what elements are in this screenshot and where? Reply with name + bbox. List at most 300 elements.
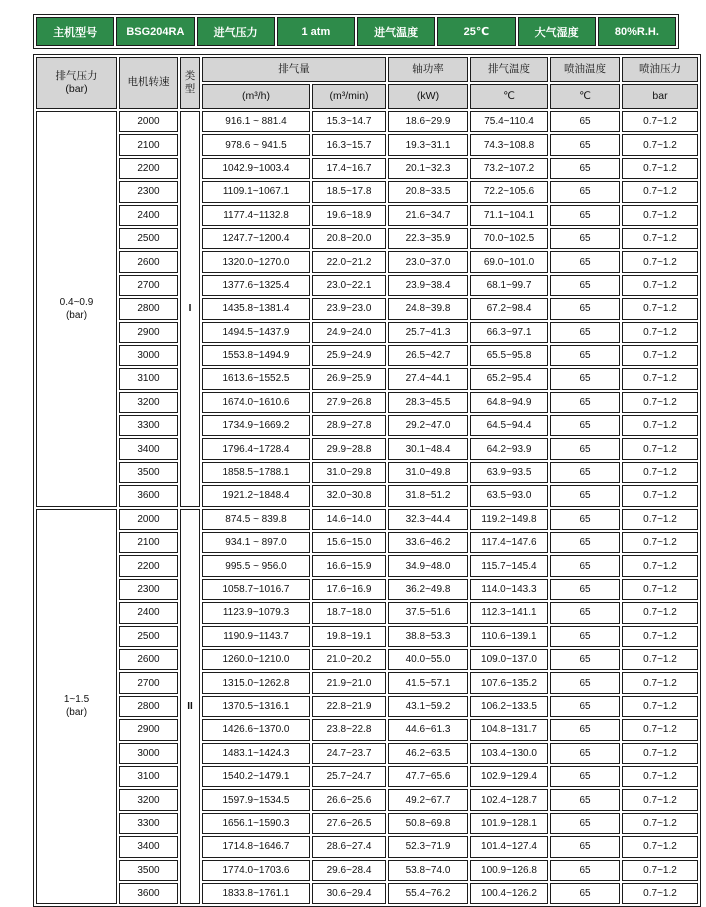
discharge-temp-cell: 110.6~139.1	[470, 626, 548, 647]
motor-speed-cell: 2700	[119, 275, 178, 296]
oil-temp-cell: 65	[550, 509, 620, 530]
discharge-temp-cell: 63.9~93.5	[470, 462, 548, 483]
motor-speed-cell: 3300	[119, 415, 178, 436]
motor-speed-cell: 2100	[119, 532, 178, 553]
shaft-power-cell: 31.8~51.2	[388, 485, 468, 506]
shaft-power-cell: 29.2~47.0	[388, 415, 468, 436]
capacity-m3h-cell: 1260.0~1210.0	[202, 649, 310, 670]
discharge-temp-cell: 65.5~95.8	[470, 345, 548, 366]
shaft-power-cell: 50.8~69.8	[388, 813, 468, 834]
motor-speed-cell: 3600	[119, 485, 178, 506]
capacity-m3h-cell: 1921.2~1848.4	[202, 485, 310, 506]
motor-speed-cell: 3100	[119, 766, 178, 787]
oil-temp-cell: 65	[550, 485, 620, 506]
unit-shaft-power-kw: (kW)	[388, 84, 468, 109]
type-cell: II	[180, 509, 200, 905]
capacity-m3h-cell: 1714.8~1646.7	[202, 836, 310, 857]
col-header-capacity: 排气量	[202, 57, 386, 82]
discharge-temp-cell: 63.5~93.0	[470, 485, 548, 506]
discharge-temp-cell: 71.1~104.1	[470, 205, 548, 226]
motor-speed-cell: 2700	[119, 672, 178, 693]
capacity-m3min-cell: 32.0~30.8	[312, 485, 386, 506]
oil-temp-cell: 65	[550, 555, 620, 576]
table-row	[36, 415, 698, 436]
shaft-power-cell: 19.3~31.1	[388, 134, 468, 155]
shaft-power-cell: 43.1~59.2	[388, 696, 468, 717]
discharge-temp-cell: 102.9~129.4	[470, 766, 548, 787]
shaft-power-cell: 41.5~57.1	[388, 672, 468, 693]
capacity-m3min-cell: 21.0~20.2	[312, 649, 386, 670]
motor-speed-cell: 2200	[119, 555, 178, 576]
col-header-discharge-temp: 排气温度	[470, 57, 548, 82]
oil-pressure-cell: 0.7~1.2	[622, 602, 698, 623]
capacity-m3h-cell: 1858.5~1788.1	[202, 462, 310, 483]
motor-speed-cell: 3100	[119, 368, 178, 389]
capacity-m3min-cell: 25.7~24.7	[312, 766, 386, 787]
oil-temp-cell: 65	[550, 462, 620, 483]
oil-pressure-cell: 0.7~1.2	[622, 251, 698, 272]
discharge-temp-cell: 101.4~127.4	[470, 836, 548, 857]
oil-temp-cell: 65	[550, 813, 620, 834]
capacity-m3min-cell: 23.9~23.0	[312, 298, 386, 319]
oil-temp-cell: 65	[550, 602, 620, 623]
oil-pressure-cell: 0.7~1.2	[622, 555, 698, 576]
shaft-power-cell: 55.4~76.2	[388, 883, 468, 904]
capacity-m3h-cell: 1553.8~1494.9	[202, 345, 310, 366]
performance-table	[33, 54, 701, 907]
table-row	[36, 579, 698, 600]
capacity-m3h-cell: 1058.7~1016.7	[202, 579, 310, 600]
oil-temp-cell: 65	[550, 345, 620, 366]
oil-pressure-cell: 0.7~1.2	[622, 392, 698, 413]
oil-pressure-cell: 0.7~1.2	[622, 298, 698, 319]
motor-speed-cell: 3000	[119, 743, 178, 764]
table-row	[36, 275, 698, 296]
oil-temp-cell: 65	[550, 766, 620, 787]
oil-pressure-cell: 0.7~1.2	[622, 368, 698, 389]
motor-speed-cell: 3000	[119, 345, 178, 366]
intake-pressure-value: 1 atm	[277, 17, 355, 46]
capacity-m3min-cell: 15.3~14.7	[312, 111, 386, 132]
capacity-m3min-cell: 30.6~29.4	[312, 883, 386, 904]
performance-table-body	[36, 111, 698, 904]
oil-pressure-cell: 0.7~1.2	[622, 415, 698, 436]
capacity-m3h-cell: 995.5 ~ 956.0	[202, 555, 310, 576]
table-row	[36, 766, 698, 787]
oil-pressure-cell: 0.7~1.2	[622, 532, 698, 553]
capacity-m3min-cell: 22.0~21.2	[312, 251, 386, 272]
oil-pressure-cell: 0.7~1.2	[622, 462, 698, 483]
oil-temp-cell: 65	[550, 228, 620, 249]
capacity-m3min-cell: 23.0~22.1	[312, 275, 386, 296]
oil-pressure-cell: 0.7~1.2	[622, 205, 698, 226]
oil-temp-cell: 65	[550, 111, 620, 132]
table-row	[36, 555, 698, 576]
humidity-value: 80%R.H.	[598, 17, 676, 46]
motor-speed-cell: 2000	[119, 509, 178, 530]
oil-pressure-cell: 0.7~1.2	[622, 883, 698, 904]
capacity-m3min-cell: 24.7~23.7	[312, 743, 386, 764]
table-row	[36, 345, 698, 366]
discharge-temp-cell: 72.2~105.6	[470, 181, 548, 202]
table-row	[36, 462, 698, 483]
shaft-power-cell: 53.8~74.0	[388, 860, 468, 881]
capacity-m3h-cell: 1315.0~1262.8	[202, 672, 310, 693]
discharge-temp-cell: 100.4~126.2	[470, 883, 548, 904]
capacity-m3min-cell: 23.8~22.8	[312, 719, 386, 740]
unit-capacity-m3h: (m³/h)	[202, 84, 310, 109]
capacity-m3h-cell: 1435.8~1381.4	[202, 298, 310, 319]
oil-pressure-cell: 0.7~1.2	[622, 860, 698, 881]
motor-speed-cell: 3300	[119, 813, 178, 834]
capacity-m3min-cell: 26.9~25.9	[312, 368, 386, 389]
oil-pressure-cell: 0.7~1.2	[622, 836, 698, 857]
capacity-m3min-cell: 28.6~27.4	[312, 836, 386, 857]
capacity-m3h-cell: 874.5 ~ 839.8	[202, 509, 310, 530]
discharge-temp-cell: 104.8~131.7	[470, 719, 548, 740]
unit-oil-temp-c: ℃	[550, 84, 620, 109]
oil-temp-cell: 65	[550, 719, 620, 740]
capacity-m3min-cell: 20.8~20.0	[312, 228, 386, 249]
capacity-m3min-cell: 19.6~18.9	[312, 205, 386, 226]
oil-temp-cell: 65	[550, 298, 620, 319]
shaft-power-cell: 37.5~51.6	[388, 602, 468, 623]
oil-pressure-cell: 0.7~1.2	[622, 181, 698, 202]
shaft-power-cell: 20.1~32.3	[388, 158, 468, 179]
oil-temp-cell: 65	[550, 322, 620, 343]
capacity-m3h-cell: 1494.5~1437.9	[202, 322, 310, 343]
type-title: 类型	[184, 70, 196, 95]
capacity-m3min-cell: 21.9~21.0	[312, 672, 386, 693]
oil-pressure-cell: 0.7~1.2	[622, 719, 698, 740]
shaft-power-cell: 21.6~34.7	[388, 205, 468, 226]
capacity-m3h-cell: 1613.6~1552.5	[202, 368, 310, 389]
shaft-power-cell: 46.2~63.5	[388, 743, 468, 764]
shaft-power-cell: 49.2~67.7	[388, 789, 468, 810]
discharge-temp-cell: 117.4~147.6	[470, 532, 548, 553]
header-row-1	[36, 57, 698, 82]
table-row	[36, 438, 698, 459]
motor-speed-cell: 2300	[119, 181, 178, 202]
capacity-m3min-cell: 28.9~27.8	[312, 415, 386, 436]
motor-speed-cell: 2100	[119, 134, 178, 155]
motor-speed-cell: 2800	[119, 298, 178, 319]
discharge-temp-cell: 101.9~128.1	[470, 813, 548, 834]
oil-pressure-cell: 0.7~1.2	[622, 743, 698, 764]
capacity-m3min-cell: 18.5~17.8	[312, 181, 386, 202]
capacity-m3min-cell: 17.6~16.9	[312, 579, 386, 600]
capacity-m3h-cell: 1796.4~1728.4	[202, 438, 310, 459]
capacity-m3h-cell: 916.1 ~ 881.4	[202, 111, 310, 132]
col-header-oil-pressure: 喷油压力	[622, 57, 698, 82]
oil-pressure-cell: 0.7~1.2	[622, 766, 698, 787]
table-row	[36, 696, 698, 717]
intake-pressure-label: 进气压力	[197, 17, 275, 46]
capacity-m3h-cell: 1370.5~1316.1	[202, 696, 310, 717]
type-cell: I	[180, 111, 200, 507]
col-header-oil-temp: 喷油温度	[550, 57, 620, 82]
discharge-temp-cell: 68.1~99.7	[470, 275, 548, 296]
capacity-m3min-cell: 26.6~25.6	[312, 789, 386, 810]
oil-temp-cell: 65	[550, 696, 620, 717]
motor-speed-cell: 2500	[119, 626, 178, 647]
discharge-temp-cell: 69.0~101.0	[470, 251, 548, 272]
discharge-temp-cell: 115.7~145.4	[470, 555, 548, 576]
oil-temp-cell: 65	[550, 158, 620, 179]
oil-pressure-cell: 0.7~1.2	[622, 672, 698, 693]
shaft-power-cell: 30.1~48.4	[388, 438, 468, 459]
motor-speed-cell: 2400	[119, 205, 178, 226]
oil-temp-cell: 65	[550, 626, 620, 647]
col-header-type	[180, 57, 200, 109]
capacity-m3min-cell: 24.9~24.0	[312, 322, 386, 343]
shaft-power-cell: 18.6~29.9	[388, 111, 468, 132]
discharge-temp-cell: 100.9~126.8	[470, 860, 548, 881]
capacity-m3min-cell: 16.6~15.9	[312, 555, 386, 576]
oil-temp-cell: 65	[550, 579, 620, 600]
oil-temp-cell: 65	[550, 415, 620, 436]
motor-speed-cell: 2400	[119, 602, 178, 623]
table-row	[36, 672, 698, 693]
shaft-power-cell: 20.8~33.5	[388, 181, 468, 202]
oil-temp-cell: 65	[550, 743, 620, 764]
table-row	[36, 298, 698, 319]
motor-speed-cell: 2900	[119, 322, 178, 343]
motor-speed-cell: 3500	[119, 860, 178, 881]
discharge-temp-cell: 73.2~107.2	[470, 158, 548, 179]
model-value: BSG204RA	[116, 17, 194, 46]
discharge-temp-cell: 65.2~95.4	[470, 368, 548, 389]
capacity-m3min-cell: 19.8~19.1	[312, 626, 386, 647]
capacity-m3h-cell: 1377.6~1325.4	[202, 275, 310, 296]
table-row	[36, 743, 698, 764]
capacity-m3h-cell: 1734.9~1669.2	[202, 415, 310, 436]
capacity-m3min-cell: 29.9~28.8	[312, 438, 386, 459]
capacity-m3min-cell: 29.6~28.4	[312, 860, 386, 881]
oil-pressure-cell: 0.7~1.2	[622, 579, 698, 600]
table-row	[36, 860, 698, 881]
oil-pressure-cell: 0.7~1.2	[622, 134, 698, 155]
oil-pressure-cell: 0.7~1.2	[622, 322, 698, 343]
oil-pressure-cell: 0.7~1.2	[622, 649, 698, 670]
motor-speed-cell: 3200	[119, 789, 178, 810]
motor-speed-cell: 3400	[119, 836, 178, 857]
motor-speed-cell: 3600	[119, 883, 178, 904]
col-header-discharge-pressure	[36, 57, 117, 109]
oil-temp-cell: 65	[550, 181, 620, 202]
discharge-temp-cell: 112.3~141.1	[470, 602, 548, 623]
discharge-temp-cell: 67.2~98.4	[470, 298, 548, 319]
intake-temp-value: 25℃	[437, 17, 515, 46]
capacity-m3h-cell: 1247.7~1200.4	[202, 228, 310, 249]
oil-temp-cell: 65	[550, 860, 620, 881]
pressure-range-cell	[36, 509, 117, 905]
pressure-range-cell	[36, 111, 117, 507]
oil-temp-cell: 65	[550, 789, 620, 810]
discharge-temp-cell: 75.4~110.4	[470, 111, 548, 132]
motor-speed-cell: 2600	[119, 649, 178, 670]
capacity-m3h-cell: 1597.9~1534.5	[202, 789, 310, 810]
oil-pressure-cell: 0.7~1.2	[622, 509, 698, 530]
motor-speed-cell: 3400	[119, 438, 178, 459]
table-row	[36, 626, 698, 647]
shaft-power-cell: 24.8~39.8	[388, 298, 468, 319]
machine-info-row	[36, 17, 676, 46]
capacity-m3min-cell: 17.4~16.7	[312, 158, 386, 179]
discharge-temp-cell: 109.0~137.0	[470, 649, 548, 670]
discharge-pressure-unit: (bar)	[65, 83, 88, 95]
capacity-m3h-cell: 1320.0~1270.0	[202, 251, 310, 272]
capacity-m3h-cell: 1426.6~1370.0	[202, 719, 310, 740]
unit-oil-pressure-bar: bar	[622, 84, 698, 109]
motor-speed-cell: 2500	[119, 228, 178, 249]
oil-pressure-cell: 0.7~1.2	[622, 438, 698, 459]
shaft-power-cell: 38.8~53.3	[388, 626, 468, 647]
motor-speed-cell: 2600	[119, 251, 178, 272]
model-label: 主机型号	[36, 17, 114, 46]
oil-pressure-cell: 0.7~1.2	[622, 228, 698, 249]
machine-info-bar	[33, 14, 679, 49]
discharge-temp-cell: 114.0~143.3	[470, 579, 548, 600]
shaft-power-cell: 26.5~42.7	[388, 345, 468, 366]
oil-temp-cell: 65	[550, 134, 620, 155]
motor-speed-cell: 2200	[119, 158, 178, 179]
col-header-shaft-power: 轴功率	[388, 57, 468, 82]
motor-speed-cell: 2300	[119, 579, 178, 600]
capacity-m3h-cell: 1483.1~1424.3	[202, 743, 310, 764]
table-row	[36, 111, 698, 132]
table-row	[36, 602, 698, 623]
capacity-m3min-cell: 15.6~15.0	[312, 532, 386, 553]
table-row	[36, 322, 698, 343]
discharge-temp-cell: 64.8~94.9	[470, 392, 548, 413]
oil-temp-cell: 65	[550, 251, 620, 272]
discharge-temp-cell: 119.2~149.8	[470, 509, 548, 530]
table-row	[36, 789, 698, 810]
table-row	[36, 228, 698, 249]
shaft-power-cell: 34.9~48.0	[388, 555, 468, 576]
discharge-temp-cell: 70.0~102.5	[470, 228, 548, 249]
oil-temp-cell: 65	[550, 275, 620, 296]
oil-pressure-cell: 0.7~1.2	[622, 626, 698, 647]
table-row	[36, 392, 698, 413]
shaft-power-cell: 23.9~38.4	[388, 275, 468, 296]
discharge-temp-cell: 66.3~97.1	[470, 322, 548, 343]
capacity-m3h-cell: 1674.0~1610.6	[202, 392, 310, 413]
table-row	[36, 181, 698, 202]
capacity-m3h-cell: 1190.9~1143.7	[202, 626, 310, 647]
table-row	[36, 158, 698, 179]
oil-temp-cell: 65	[550, 392, 620, 413]
oil-temp-cell: 65	[550, 205, 620, 226]
table-row	[36, 532, 698, 553]
oil-pressure-cell: 0.7~1.2	[622, 789, 698, 810]
unit-capacity-m3min: (m³/min)	[312, 84, 386, 109]
capacity-m3h-cell: 1656.1~1590.3	[202, 813, 310, 834]
shaft-power-cell: 47.7~65.6	[388, 766, 468, 787]
shaft-power-cell: 44.6~61.3	[388, 719, 468, 740]
table-row	[36, 485, 698, 506]
capacity-m3h-cell: 1177.4~1132.8	[202, 205, 310, 226]
oil-temp-cell: 65	[550, 672, 620, 693]
shaft-power-cell: 52.3~71.9	[388, 836, 468, 857]
capacity-m3h-cell: 1540.2~1479.1	[202, 766, 310, 787]
capacity-m3min-cell: 22.8~21.9	[312, 696, 386, 717]
discharge-pressure-title: 排气压力	[55, 69, 98, 82]
table-row	[36, 368, 698, 389]
shaft-power-cell: 36.2~49.8	[388, 579, 468, 600]
discharge-temp-cell: 102.4~128.7	[470, 789, 548, 810]
capacity-m3min-cell: 27.6~26.5	[312, 813, 386, 834]
oil-temp-cell: 65	[550, 438, 620, 459]
table-row	[36, 836, 698, 857]
table-row	[36, 813, 698, 834]
oil-pressure-cell: 0.7~1.2	[622, 485, 698, 506]
table-row	[36, 883, 698, 904]
shaft-power-cell: 23.0~37.0	[388, 251, 468, 272]
shaft-power-cell: 31.0~49.8	[388, 462, 468, 483]
oil-pressure-cell: 0.7~1.2	[622, 696, 698, 717]
capacity-m3h-cell: 978.6 ~ 941.5	[202, 134, 310, 155]
discharge-temp-cell: 106.2~133.5	[470, 696, 548, 717]
table-row	[36, 719, 698, 740]
capacity-m3h-cell: 1123.9~1079.3	[202, 602, 310, 623]
oil-temp-cell: 65	[550, 883, 620, 904]
capacity-m3min-cell: 14.6~14.0	[312, 509, 386, 530]
capacity-m3h-cell: 1774.0~1703.6	[202, 860, 310, 881]
shaft-power-cell: 40.0~55.0	[388, 649, 468, 670]
capacity-m3min-cell: 16.3~15.7	[312, 134, 386, 155]
shaft-power-cell: 25.7~41.3	[388, 322, 468, 343]
pressure-unit: (bar)	[65, 707, 88, 719]
pressure-value: 1~1.5	[63, 694, 90, 706]
shaft-power-cell: 22.3~35.9	[388, 228, 468, 249]
shaft-power-cell: 32.3~44.4	[388, 509, 468, 530]
capacity-m3h-cell: 1109.1~1067.1	[202, 181, 310, 202]
col-header-motor-speed: 电机转速	[119, 57, 178, 109]
oil-pressure-cell: 0.7~1.2	[622, 111, 698, 132]
intake-temp-label: 进气温度	[357, 17, 435, 46]
oil-pressure-cell: 0.7~1.2	[622, 275, 698, 296]
unit-discharge-temp-c: ℃	[470, 84, 548, 109]
shaft-power-cell: 27.4~44.1	[388, 368, 468, 389]
motor-speed-cell: 2900	[119, 719, 178, 740]
capacity-m3min-cell: 25.9~24.9	[312, 345, 386, 366]
capacity-m3min-cell: 31.0~29.8	[312, 462, 386, 483]
shaft-power-cell: 33.6~46.2	[388, 532, 468, 553]
discharge-temp-cell: 107.6~135.2	[470, 672, 548, 693]
motor-speed-cell: 2000	[119, 111, 178, 132]
capacity-m3h-cell: 934.1 ~ 897.0	[202, 532, 310, 553]
oil-pressure-cell: 0.7~1.2	[622, 345, 698, 366]
discharge-temp-cell: 74.3~108.8	[470, 134, 548, 155]
oil-temp-cell: 65	[550, 368, 620, 389]
capacity-m3min-cell: 18.7~18.0	[312, 602, 386, 623]
table-row	[36, 251, 698, 272]
motor-speed-cell: 3200	[119, 392, 178, 413]
oil-temp-cell: 65	[550, 649, 620, 670]
oil-pressure-cell: 0.7~1.2	[622, 813, 698, 834]
pressure-value: 0.4~0.9	[59, 296, 94, 308]
oil-temp-cell: 65	[550, 836, 620, 857]
discharge-temp-cell: 64.2~93.9	[470, 438, 548, 459]
discharge-temp-cell: 64.5~94.4	[470, 415, 548, 436]
pressure-unit: (bar)	[65, 309, 88, 321]
humidity-label: 大气湿度	[518, 17, 596, 46]
table-row	[36, 649, 698, 670]
shaft-power-cell: 28.3~45.5	[388, 392, 468, 413]
motor-speed-cell: 3500	[119, 462, 178, 483]
